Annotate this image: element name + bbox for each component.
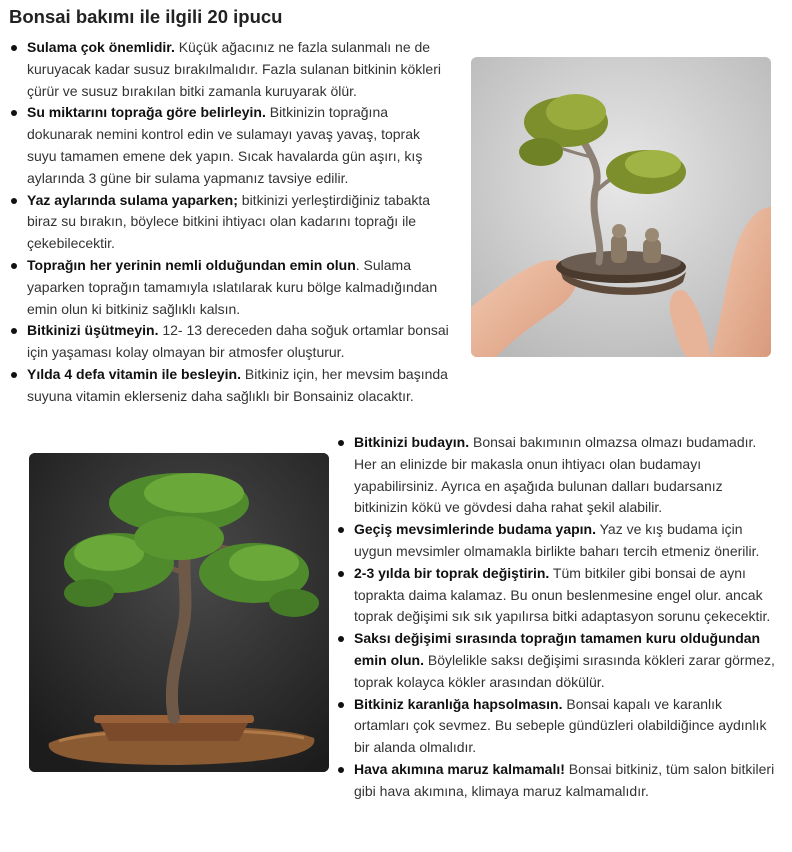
tip-heading: Sulama çok önemlidir. [27, 39, 175, 55]
tip-heading: Toprağın her yerinin nemli olduğundan emin olun [27, 256, 356, 273]
tip-heading: Bitkiniz karanlığa hapsolmasın. [354, 695, 563, 712]
list-item [27, 190, 452, 255]
tip-text: Bonsai bakımının olmazsa olmazı budamadır. Her an elinizde bir makasla onun ihtiyacı olan budamayı yapabilirsiniz. Ayrıca en aşağıda bulunan dalları budarsanız bitkinizin kökü ve gövdesi daha rahat şekil alabilir. [354, 434, 757, 516]
tip-text: Küçük ağacınız ne fazla sulanmalı ne de kuruyacak kadar susuz bırakılmalıdır. Fazla sulanan bitkinin kökleri çürür ve susuz bırakılan bitki zamanla kuruyarak ölür. [27, 39, 441, 99]
tip-heading: Geçiş mevsimlerinde budama yapın. [354, 521, 596, 538]
tip-heading: Su miktarını toprağa göre belirleyin. [27, 104, 266, 121]
tip-heading: Yaz aylarında sulama yaparken; [27, 191, 238, 208]
list-item [354, 563, 779, 628]
tip-heading: Saksı değişimi sırasında toprağın tamamen kuru olduğundan emin olun. [354, 630, 761, 668]
bonsai-tree-photo [29, 453, 329, 772]
tip-text: Tüm bitkiler gibi bonsai de aynı toprakta daima kalamaz. Bu onun beslenmesine engel olur. ancak toprak değişimi sık sık yapılırsa bitki adaptasyon sorunu çekecektir. [354, 564, 771, 625]
tip-text: 12- 13 dereceden daha soğuk ortamlar bonsai için yaşaması kolay olmayan bir atmosfer oluşturur. [27, 322, 449, 361]
tips-list-bottom [354, 432, 779, 803]
page-title: Bonsai bakımı ile ilgili 20 ipucu [9, 6, 283, 27]
tip-text: Bonsai kapalı ve karanlık ortamları çok sevmez. Bu sebeple gündüzleri olabildiğince aydınlık bir alanda olmalıdır. [354, 695, 767, 756]
tip-text: Bonsai bitkiniz, tüm salon bitkileri gibi hava akımına, klimaya maruz kalmamalıdır. [354, 760, 775, 799]
list-item [354, 432, 779, 519]
list-item [27, 364, 452, 408]
bonsai-hand-photo [471, 57, 771, 357]
tip-text: Bitkinizin toprağına dokunarak nemini kontrol edin ve sulamayı yavaş yavaş, toprak suyu tamamen emene dek yapın. Sıcak havalarda gün aşırı, kış aylarında 3 güne bir sulama yapmanız tavsiye edilir. [27, 104, 423, 186]
list-item [27, 255, 452, 320]
tip-heading: Bitkinizi üşütmeyin. [27, 322, 159, 339]
tip-text: Böylelikle saksı değişimi sırasında kökleri zarar görmez, toprak kolayca kökler arasından dökülür. [354, 651, 775, 690]
tip-text: . Sulama yaparken toprağın tamamıyla ıslatılarak kuru bölge kalmadığından emin olun ki bitkiniz sağlıklı kalsın. [27, 256, 438, 317]
tip-heading: Hava akımına maruz kalmamalı! [354, 760, 565, 777]
list-item [354, 628, 779, 693]
list-item [354, 694, 779, 759]
tip-heading: Bitkinizi budayın. [354, 434, 470, 450]
tip-text: Bitkiniz için, her mevsim başında suyuna vitamin eklerseniz daha sağlıklı bir Bonsainiz olacaktır. [27, 365, 448, 404]
tip-heading: Yılda 4 defa vitamin ile besleyin. [27, 365, 241, 382]
bonsai-hand-illustration [471, 57, 771, 357]
list-item [354, 519, 779, 563]
list-item [27, 320, 452, 364]
list-item [354, 759, 779, 803]
tips-list-top [27, 37, 452, 408]
list-item [27, 37, 452, 102]
tip-text: Yaz ve kış budama için uygun mevsimler olmamakla birlikte baharı tercih etmeniz önerilir. [354, 521, 760, 559]
tip-text: bitkinizi yerleştirdiğiniz tabakta biraz su bırakın, böylece bitkini ihtiyacı olan kadarını toprağı ile çekebilecektir. [27, 191, 431, 252]
list-item [27, 102, 452, 189]
tip-heading: 2-3 yılda bir toprak değiştirin. [354, 564, 550, 581]
bonsai-tree-illustration [29, 453, 329, 772]
